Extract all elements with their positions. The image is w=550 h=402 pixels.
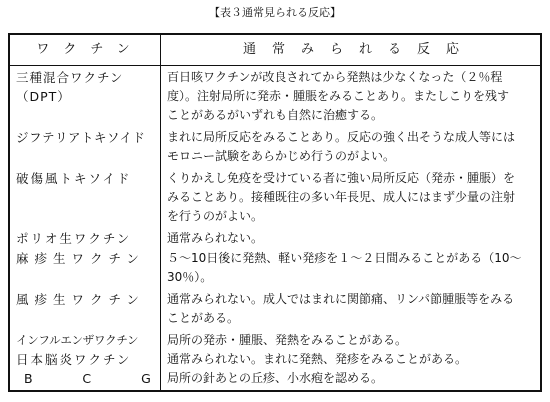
vaccine-name: 三種混合ワクチン （DPT）	[16, 70, 124, 104]
reaction-text: くりかえし免疫を受けている者に強い局所反応（発赤・腫脹）を みることあり。接種既往の多い年長児、成人にはまず少量の注射 を行うのがよい。	[167, 171, 516, 223]
table-row	[10, 290, 540, 328]
table-caption: 【表３通常見られる反応】	[209, 6, 341, 19]
reaction-text: ５～10日後に発熱、軽い発疹を１～２日間みることがある（10～ 30％）。	[167, 251, 522, 284]
vaccine-name: 風疹生ワクチン	[16, 292, 145, 307]
table-row	[10, 68, 540, 125]
header-vaccine: ワクチン	[36, 42, 144, 57]
reaction-text: 通常みられない。まれに発熱、発疹をみることがある。	[167, 352, 468, 366]
vaccine-name: ジフテリアトキソイド	[16, 130, 146, 145]
table-row	[10, 369, 540, 388]
reaction-text: まれに局所反応をみることあり。反応の強く出そうな成人等には モロニー試験をあらかじめ行うのがよい。	[167, 130, 516, 163]
table-row	[10, 350, 540, 369]
reaction-text: 通常みられない。成人ではまれに関節痛、リンパ節腫脹等をみる ことがある。	[167, 292, 515, 325]
header-reaction: 通常みられる反応	[242, 42, 475, 57]
reaction-text: 通常みられない。	[167, 231, 264, 245]
vaccine-name: ポリオ生ワクチン	[16, 231, 132, 246]
table-row	[10, 331, 540, 350]
table-header	[10, 35, 540, 66]
reaction-text: 局所の針あとの丘疹、小水疱を認める。	[167, 371, 384, 385]
vaccine-name: 破傷風トキソイド	[16, 171, 132, 186]
vaccine-name: 麻疹生ワクチン	[16, 251, 145, 266]
vaccine-reaction-table	[8, 33, 542, 392]
vaccine-name: BCG	[24, 371, 201, 386]
table-row	[10, 249, 540, 287]
reaction-text: 局所の発赤・腫脹、発熱をみることがある。	[167, 333, 408, 347]
table-row	[10, 169, 540, 226]
vaccine-name: 日本脳炎ワクチン	[16, 352, 132, 367]
table-row	[10, 128, 540, 166]
reaction-text: 百日咳ワクチンが改良されてから発熱は少なくなった（２％程 度）。注射局所に発赤・腫脹をみることあり。またしこりを残す ことがあるがいずれも自然に治癒する。	[167, 70, 510, 122]
table-row	[10, 229, 540, 248]
vaccine-name: インフルエンザワクチン	[16, 333, 139, 347]
